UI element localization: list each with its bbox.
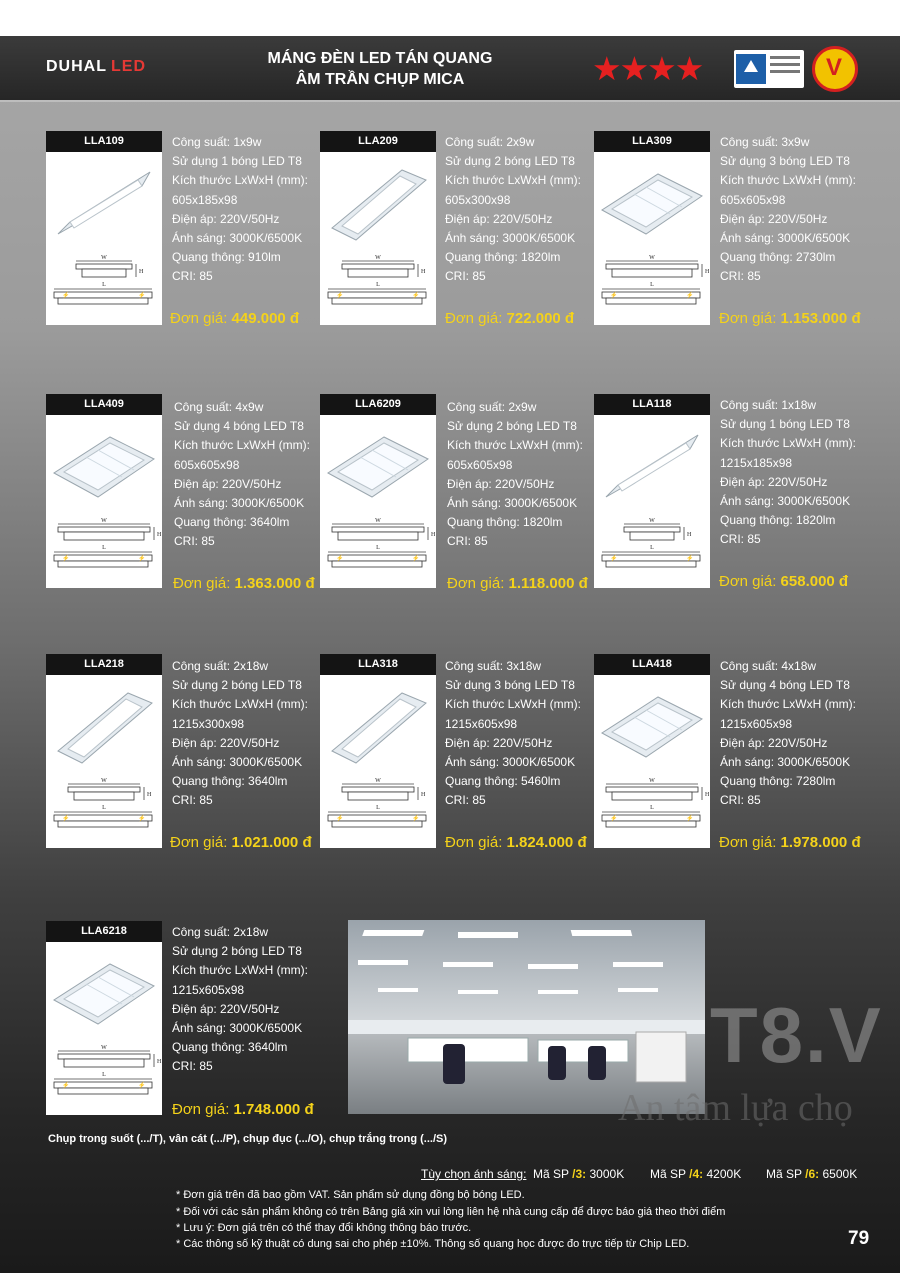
light-option <box>766 1167 857 1181</box>
product-card <box>46 394 162 588</box>
svg-text:H: H <box>157 532 162 538</box>
product-specs <box>447 398 583 552</box>
spec-line: Điện áp: 220V/50Hz <box>445 211 553 226</box>
product-photo <box>46 152 162 252</box>
price-label: Đơn giá: <box>170 310 228 327</box>
spec-line: Công suất: 2x18w <box>172 925 269 939</box>
svg-text:L: L <box>650 805 654 811</box>
dimension-drawing <box>46 252 162 325</box>
product-price <box>719 573 848 590</box>
svg-text:W: W <box>375 778 381 784</box>
dimension-drawing <box>46 515 162 588</box>
spec-line: Kích thước LxWxH (mm): <box>445 697 581 712</box>
product-specs <box>445 133 581 287</box>
svg-text:H: H <box>705 792 710 798</box>
spec-line: 1215x605x98 <box>720 716 793 731</box>
product-price <box>445 310 574 327</box>
spec-line: Kích thước LxWxH (mm): <box>720 697 856 712</box>
spec-line: Sử dụng 3 bóng LED T8 <box>720 154 850 169</box>
svg-text:⚡: ⚡ <box>138 556 146 562</box>
spec-line: CRI: 85 <box>720 793 761 808</box>
top-white-strip <box>0 0 900 36</box>
option-prefix: Mã SP <box>533 1167 569 1181</box>
svg-text:⚡: ⚡ <box>610 816 618 822</box>
product-card <box>46 654 162 848</box>
svg-text:W: W <box>101 1045 107 1051</box>
product-code: LLA218 <box>46 654 162 675</box>
spec-line: Công suất: 2x9w <box>447 400 537 414</box>
spec-line: Công suất: 3x9w <box>720 135 810 149</box>
product-price <box>173 575 315 592</box>
svg-text:⚡: ⚡ <box>412 816 420 822</box>
svg-text:W: W <box>101 255 107 261</box>
product-specs <box>172 923 308 1077</box>
svg-text:⚡: ⚡ <box>62 293 70 299</box>
product-specs <box>720 396 856 550</box>
price-label: Đơn giá: <box>173 575 231 592</box>
dimension-drawing <box>594 252 710 325</box>
product-price <box>445 834 587 851</box>
dimension-drawing <box>320 515 436 588</box>
spec-line: Sử dụng 1 bóng LED T8 <box>720 417 850 432</box>
option-code: /3: <box>572 1167 587 1181</box>
svg-text:⚡: ⚡ <box>412 293 420 299</box>
spec-line: 1215x605x98 <box>172 982 245 997</box>
svg-text:⚡: ⚡ <box>138 1083 146 1089</box>
spec-line: Ánh sáng: 3000K/6500K <box>447 496 578 511</box>
product-specs <box>172 133 308 287</box>
spec-line: Sử dụng 4 bóng LED T8 <box>174 419 304 434</box>
price-label: Đơn giá: <box>172 1101 230 1118</box>
spec-line: Kích thước LxWxH (mm): <box>172 173 308 188</box>
svg-text:⚡: ⚡ <box>686 816 694 822</box>
svg-text:H: H <box>421 269 426 275</box>
spec-line: Quang thông: 2730lm <box>720 250 836 265</box>
price-value: 1.363.000 đ <box>234 575 315 592</box>
product-photo <box>594 152 710 252</box>
product-code: LLA209 <box>320 131 436 152</box>
svg-text:L: L <box>376 282 380 288</box>
spec-line: Điện áp: 220V/50Hz <box>720 474 828 489</box>
product-code: LLA6218 <box>46 921 162 942</box>
product-specs <box>445 657 581 811</box>
spec-line: Sử dụng 3 bóng LED T8 <box>445 678 575 693</box>
product-price <box>719 834 861 851</box>
svg-text:H: H <box>139 269 144 275</box>
option-prefix: Mã SP <box>766 1167 802 1181</box>
product-code: LLA6209 <box>320 394 436 415</box>
product-specs <box>172 657 308 811</box>
product-code: LLA309 <box>594 131 710 152</box>
product-price <box>172 1101 314 1118</box>
price-label: Đơn giá: <box>719 310 777 327</box>
svg-text:⚡: ⚡ <box>336 293 344 299</box>
spec-line: Công suất: 2x9w <box>445 135 535 149</box>
spec-line: Công suất: 4x18w <box>720 659 817 673</box>
spec-line: Sử dụng 1 bóng LED T8 <box>172 154 302 169</box>
spec-line: 605x185x98 <box>172 192 238 207</box>
svg-text:W: W <box>649 778 655 784</box>
svg-text:⚡: ⚡ <box>686 556 694 562</box>
brand-logo <box>46 58 146 76</box>
spec-line: Ánh sáng: 3000K/6500K <box>174 496 305 511</box>
spec-line: 1215x300x98 <box>172 716 245 731</box>
spec-line: Sử dụng 2 bóng LED T8 <box>445 154 575 169</box>
light-options-label: Tùy chọn ánh sáng: <box>421 1167 527 1181</box>
svg-text:⚡: ⚡ <box>610 293 618 299</box>
product-code: LLA118 <box>594 394 710 415</box>
spec-line: Công suất: 4x9w <box>174 400 264 414</box>
spec-line: Quang thông: 3640lm <box>172 1040 288 1055</box>
spec-line: 605x300x98 <box>445 192 511 207</box>
spec-line: Ánh sáng: 3000K/6500K <box>720 231 851 246</box>
spec-line: Điện áp: 220V/50Hz <box>720 211 828 226</box>
price-label: Đơn giá: <box>719 573 777 590</box>
svg-text:⚡: ⚡ <box>610 556 618 562</box>
product-price <box>170 310 299 327</box>
dimension-drawing <box>594 775 710 848</box>
spec-line: Sử dụng 2 bóng LED T8 <box>447 419 577 434</box>
spec-line: CRI: 85 <box>447 534 488 549</box>
product-code: LLA318 <box>320 654 436 675</box>
product-photo <box>46 942 162 1042</box>
price-label: Đơn giá: <box>445 834 503 851</box>
office-photo <box>348 920 705 1114</box>
price-value: 1.978.000 đ <box>780 834 861 851</box>
spec-line: Điện áp: 220V/50Hz <box>172 735 280 750</box>
svg-text:⚡: ⚡ <box>686 293 694 299</box>
spec-line: Điện áp: 220V/50Hz <box>720 735 828 750</box>
svg-text:⚡: ⚡ <box>62 1083 70 1089</box>
product-photo <box>594 415 710 515</box>
spec-line: 605x605x98 <box>174 457 240 472</box>
spec-line: Quang thông: 3640lm <box>174 515 290 530</box>
svg-text:W: W <box>101 778 107 784</box>
brand-main: DUHAL <box>46 58 107 75</box>
price-value: 658.000 đ <box>780 573 849 590</box>
spec-line: CRI: 85 <box>172 1059 213 1074</box>
spec-line: Kích thước LxWxH (mm): <box>720 436 856 451</box>
spec-line: Điện áp: 220V/50Hz <box>174 476 282 491</box>
spec-line: Sử dụng 2 bóng LED T8 <box>172 944 302 959</box>
svg-text:W: W <box>649 518 655 524</box>
svg-text:⚡: ⚡ <box>336 816 344 822</box>
product-card <box>320 131 436 325</box>
price-value: 1.824.000 đ <box>506 834 587 851</box>
spec-line: CRI: 85 <box>174 534 215 549</box>
svg-text:L: L <box>376 805 380 811</box>
rating-stars: ★★★★ <box>592 50 703 87</box>
option-code: /6: <box>805 1167 820 1181</box>
footnote: * Các thông số kỹ thuật có dung sai cho phép ±10%. Thông số quang học được đo trực tiếp từ Chip LED. <box>176 1238 690 1250</box>
light-option <box>533 1167 624 1181</box>
brand-accent: LED <box>111 58 146 75</box>
product-photo <box>320 152 436 252</box>
spec-line: CRI: 85 <box>445 269 486 284</box>
spec-line: Quang thông: 1820lm <box>720 513 836 528</box>
svg-text:⚡: ⚡ <box>336 556 344 562</box>
spec-line: Kích thước LxWxH (mm): <box>447 438 583 453</box>
price-value: 1.021.000 đ <box>231 834 312 851</box>
svg-text:L: L <box>102 805 106 811</box>
spec-line: Ánh sáng: 3000K/6500K <box>445 755 576 770</box>
svg-text:H: H <box>421 792 426 798</box>
footnote: * Đối với các sản phẩm không có trên Bảng giá xin vui lòng liên hệ nhà cung cấp để được báo giá theo thời điểm <box>176 1206 726 1218</box>
option-value: 4200K <box>706 1167 742 1181</box>
watermark-brand: T8.V <box>710 991 883 1079</box>
price-label: Đơn giá: <box>719 834 777 851</box>
spec-line: Quang thông: 1820lm <box>445 250 561 265</box>
spec-line: Kích thước LxWxH (mm): <box>172 697 308 712</box>
spec-line: 1215x185x98 <box>720 455 793 470</box>
product-code: LLA409 <box>46 394 162 415</box>
spec-line: Kích thước LxWxH (mm): <box>720 173 856 188</box>
product-price <box>719 310 861 327</box>
spec-line: CRI: 85 <box>445 793 486 808</box>
price-value: 722.000 đ <box>506 310 575 327</box>
spec-line: Công suất: 1x18w <box>720 398 817 412</box>
spec-line: Sử dụng 2 bóng LED T8 <box>172 678 302 693</box>
spec-line: CRI: 85 <box>172 793 213 808</box>
spec-line: Sử dụng 4 bóng LED T8 <box>720 678 850 693</box>
cover-note: Chụp trong suốt (.../T), vân cát (.../P), chụp đục (.../O), chụp trắng trong (.../S) <box>48 1133 448 1145</box>
spec-line: Ánh sáng: 3000K/6500K <box>720 755 851 770</box>
svg-text:⚡: ⚡ <box>138 293 146 299</box>
light-option <box>650 1167 741 1181</box>
option-code: /4: <box>689 1167 704 1181</box>
product-card <box>594 654 710 848</box>
spec-line: 605x605x98 <box>447 457 513 472</box>
title-line-1: MÁNG ĐÈN LED TÁN QUANG <box>267 50 493 67</box>
spec-line: Quang thông: 7280lm <box>720 774 836 789</box>
product-code: LLA418 <box>594 654 710 675</box>
spec-line: Ánh sáng: 3000K/6500K <box>172 231 303 246</box>
svg-text:L: L <box>650 545 654 551</box>
spec-line: Công suất: 2x18w <box>172 659 269 673</box>
option-prefix: Mã SP <box>650 1167 686 1181</box>
dimension-drawing <box>594 515 710 588</box>
spec-line: Quang thông: 910lm <box>172 250 281 265</box>
option-value: 3000K <box>589 1167 625 1181</box>
spec-line: Quang thông: 3640lm <box>172 774 288 789</box>
product-card <box>320 654 436 848</box>
price-label: Đơn giá: <box>170 834 228 851</box>
product-price <box>170 834 312 851</box>
title-line-2: ÂM TRẦN CHỤP MICA <box>295 71 465 88</box>
svg-text:H: H <box>687 532 692 538</box>
spec-line: Quang thông: 5460lm <box>445 774 561 789</box>
spec-line: Quang thông: 1820lm <box>447 515 563 530</box>
quality-seal-icon <box>812 46 858 92</box>
svg-text:⚡: ⚡ <box>412 556 420 562</box>
product-card <box>46 131 162 325</box>
spec-line: Điện áp: 220V/50Hz <box>172 211 280 226</box>
svg-text:H: H <box>157 1059 162 1065</box>
spec-line: Ánh sáng: 3000K/6500K <box>445 231 576 246</box>
svg-text:H: H <box>431 532 436 538</box>
spec-line: Kích thước LxWxH (mm): <box>174 438 310 453</box>
dimension-drawing <box>320 775 436 848</box>
spec-line: Công suất: 3x18w <box>445 659 542 673</box>
svg-text:⚡: ⚡ <box>62 556 70 562</box>
page-title <box>235 48 525 90</box>
price-value: 1.748.000 đ <box>233 1101 314 1118</box>
svg-text:W: W <box>375 518 381 524</box>
price-label: Đơn giá: <box>447 575 505 592</box>
dimension-drawing <box>320 252 436 325</box>
spec-line: 605x605x98 <box>720 192 786 207</box>
svg-text:W: W <box>101 518 107 524</box>
spec-line: CRI: 85 <box>720 269 761 284</box>
watermark-slogan: An tâm lựa chọ <box>618 1087 853 1129</box>
option-value: 6500K <box>822 1167 858 1181</box>
svg-text:H: H <box>705 269 710 275</box>
spec-line: Điện áp: 220V/50Hz <box>447 476 555 491</box>
spec-line: CRI: 85 <box>720 532 761 547</box>
spec-line: Ánh sáng: 3000K/6500K <box>172 1021 303 1036</box>
spec-line: Công suất: 1x9w <box>172 135 262 149</box>
product-card <box>594 394 710 588</box>
svg-text:⚡: ⚡ <box>62 816 70 822</box>
spec-line: Ánh sáng: 3000K/6500K <box>720 494 851 509</box>
svg-text:L: L <box>376 545 380 551</box>
tuv-certification-badge <box>734 50 804 88</box>
product-card <box>594 131 710 325</box>
price-value: 449.000 đ <box>231 310 300 327</box>
spec-line: 1215x605x98 <box>445 716 518 731</box>
price-value: 1.153.000 đ <box>780 310 861 327</box>
svg-text:L: L <box>650 282 654 288</box>
product-specs <box>720 133 856 287</box>
price-value: 1.118.000 đ <box>508 575 588 592</box>
price-label: Đơn giá: <box>445 310 503 327</box>
svg-text:L: L <box>102 545 106 551</box>
svg-text:⚡: ⚡ <box>138 816 146 822</box>
product-photo <box>320 415 436 515</box>
product-photo <box>594 675 710 775</box>
spec-line: Điện áp: 220V/50Hz <box>172 1001 280 1016</box>
spec-line: CRI: 85 <box>172 269 213 284</box>
svg-text:L: L <box>102 1072 106 1078</box>
product-specs <box>174 398 310 552</box>
svg-text:L: L <box>102 282 106 288</box>
svg-text:W: W <box>375 255 381 261</box>
product-specs <box>720 657 856 811</box>
svg-text:W: W <box>649 255 655 261</box>
dimension-drawing <box>46 775 162 848</box>
product-card <box>320 394 436 588</box>
product-photo <box>46 675 162 775</box>
footnote: * Đơn giá trên đã bao gồm VAT. Sản phẩm sử dụng đồng bộ bóng LED. <box>176 1189 525 1201</box>
spec-line: Ánh sáng: 3000K/6500K <box>172 755 303 770</box>
product-photo <box>46 415 162 515</box>
product-card <box>46 921 162 1115</box>
spec-line: Điện áp: 220V/50Hz <box>445 735 553 750</box>
page-number: 79 <box>848 1228 870 1249</box>
product-price <box>447 575 588 592</box>
spec-line: Kích thước LxWxH (mm): <box>172 963 308 978</box>
spec-line: Kích thước LxWxH (mm): <box>445 173 581 188</box>
page-header <box>0 36 900 102</box>
dimension-drawing <box>46 1042 162 1115</box>
product-photo <box>320 675 436 775</box>
product-code: LLA109 <box>46 131 162 152</box>
footnote: * Lưu ý: Đơn giá trên có thể thay đổi không thông báo trước. <box>176 1222 472 1234</box>
svg-text:H: H <box>147 792 152 798</box>
